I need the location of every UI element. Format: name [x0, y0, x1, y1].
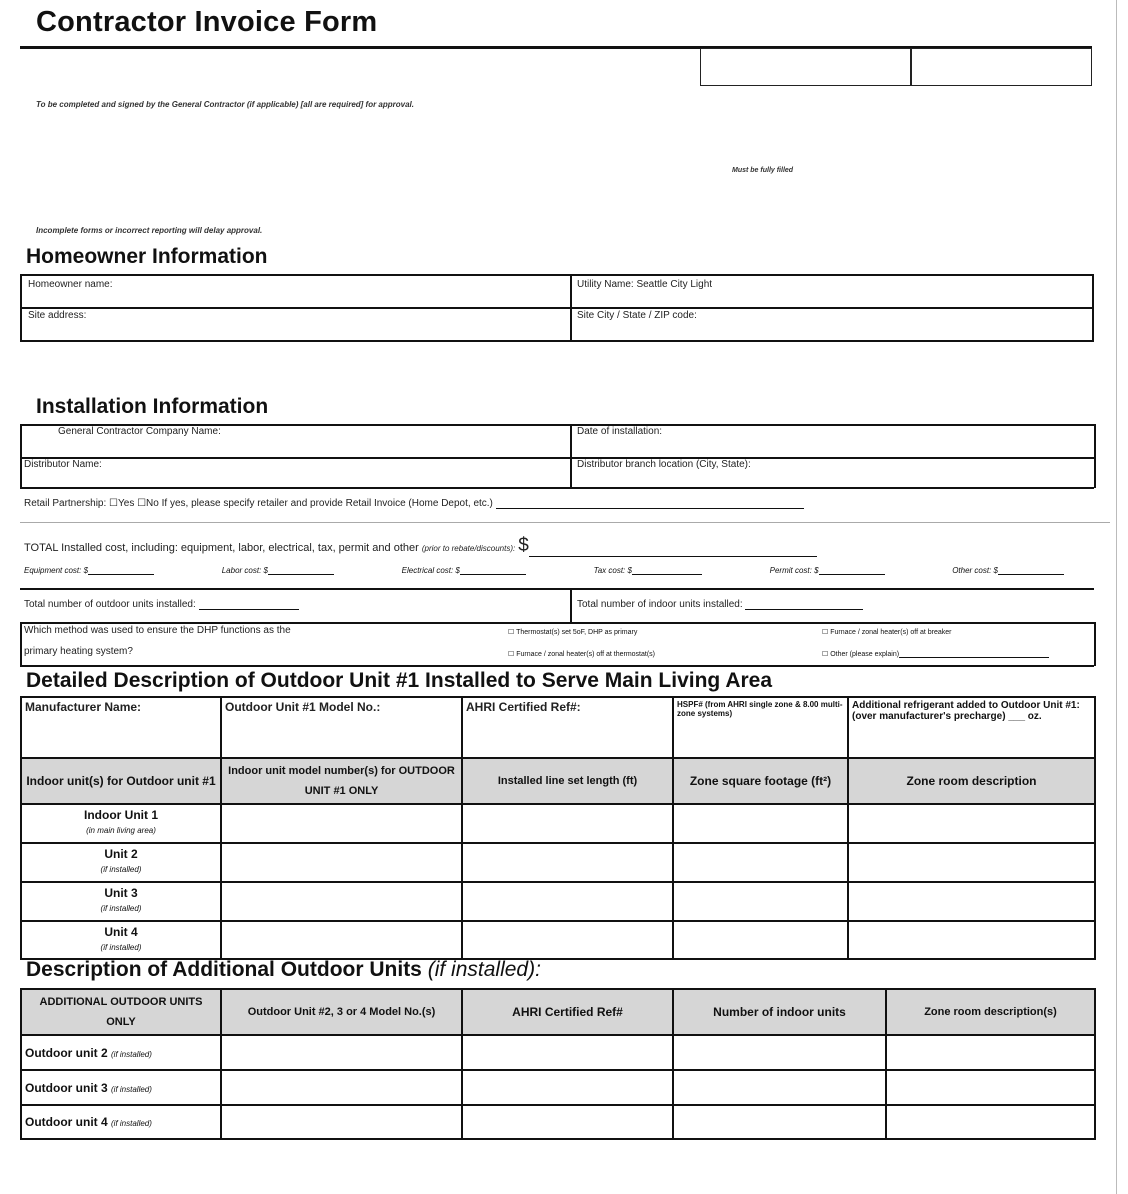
- row-label: [21, 921, 221, 959]
- tax-cost-blank[interactable]: [632, 574, 702, 575]
- cell-input[interactable]: [848, 804, 1095, 843]
- col-additional-model: Outdoor Unit #2, 3 or 4 Model No.(s): [221, 989, 462, 1035]
- indoor-units-field[interactable]: [577, 599, 863, 610]
- unit1-heading: Detailed Description of Outdoor Unit #1 Installed to Serve Main Living Area: [26, 669, 773, 692]
- indoor-units-label: Total number of indoor units installed:: [577, 599, 743, 610]
- inst-line-2: [20, 457, 1094, 459]
- cell-input[interactable]: [221, 1070, 462, 1105]
- small-note: Must be fully filled: [732, 167, 794, 174]
- dollar-sign: $: [518, 535, 529, 556]
- units-line-top: [20, 588, 1094, 590]
- row-label-sub: (if installed): [111, 1084, 152, 1094]
- equipment-cost-label: Equipment cost: $: [24, 566, 89, 575]
- distributor-branch-field[interactable]: Distributor branch location (City, State):: [577, 459, 751, 470]
- outdoor-units-blank[interactable]: [199, 609, 299, 610]
- row-label-text: Unit 2: [104, 847, 138, 861]
- homeowner-heading: Homeowner Information: [26, 245, 268, 268]
- row-label: [21, 1105, 221, 1139]
- row-label-text: Unit 4: [104, 925, 138, 939]
- tax-cost-field[interactable]: [594, 566, 702, 575]
- indoor-units-blank[interactable]: [745, 609, 863, 610]
- additional-header-row: [21, 989, 1095, 1035]
- cell-input[interactable]: [886, 1070, 1095, 1105]
- cell-input[interactable]: [462, 1105, 673, 1139]
- row-label: [21, 882, 221, 921]
- installation-heading: Installation Information: [36, 395, 269, 418]
- row-label: [21, 1035, 221, 1070]
- cell-input[interactable]: [673, 882, 848, 921]
- retail-divider: [20, 522, 1110, 523]
- additional-heading: [26, 958, 541, 982]
- method-vline-left: [20, 622, 22, 666]
- cell-input[interactable]: [221, 804, 462, 843]
- method-vline-right: [1094, 622, 1096, 666]
- cell-input[interactable]: [221, 1035, 462, 1070]
- cell-input[interactable]: [848, 921, 1095, 959]
- cell-input[interactable]: [462, 921, 673, 959]
- method-question-line1: Which method was used to ensure the DHP functions as the: [24, 625, 291, 636]
- method-option-4-label: ☐ Other (please explain): [822, 651, 900, 658]
- inst-vline-right: [1094, 424, 1096, 488]
- col-additional-indoor-count: Number of indoor units: [673, 989, 886, 1035]
- ahri-ref-field[interactable]: AHRI Certified Ref#:: [462, 697, 673, 758]
- units-line-bottom: [20, 622, 1094, 624]
- homeowner-vdivider: [570, 274, 572, 342]
- row-label-sub: (if installed): [111, 1049, 152, 1059]
- total-cost-label: TOTAL Installed cost, including: equipment, labor, electrical, tax, permit and other: [24, 542, 419, 554]
- site-city-field[interactable]: Site City / State / ZIP code:: [577, 310, 697, 321]
- other-cost-blank[interactable]: [998, 574, 1064, 575]
- permit-cost-field[interactable]: [770, 566, 885, 575]
- row-label: [21, 1070, 221, 1105]
- additional-heading-note: (if installed):: [427, 958, 541, 981]
- total-cost-blank[interactable]: [529, 556, 817, 557]
- additional-table: [20, 988, 1096, 1140]
- cell-input[interactable]: [673, 843, 848, 882]
- permit-cost-blank[interactable]: [819, 574, 885, 575]
- cell-input[interactable]: [673, 1105, 886, 1139]
- cell-input[interactable]: [673, 921, 848, 959]
- method-option-3[interactable]: ☐ Furnace / zonal heater(s) off at thermostat(s): [508, 651, 655, 658]
- row-label: [21, 804, 221, 843]
- cell-input[interactable]: [462, 804, 673, 843]
- cell-input[interactable]: [462, 882, 673, 921]
- cell-input[interactable]: [886, 1105, 1095, 1139]
- row-label-text: Unit 3: [104, 886, 138, 900]
- inst-vline-mid: [570, 424, 572, 488]
- page-title: Contractor Invoice Form: [36, 6, 378, 38]
- site-address-field[interactable]: Site address:: [28, 310, 87, 321]
- cell-input[interactable]: [673, 1035, 886, 1070]
- cell-input[interactable]: [848, 843, 1095, 882]
- other-cost-field[interactable]: [952, 566, 1064, 575]
- method-line-bottom: [20, 665, 1094, 667]
- row-label-sub: (if installed): [100, 943, 142, 952]
- cell-input[interactable]: [462, 1035, 673, 1070]
- cell-input[interactable]: [221, 843, 462, 882]
- labor-cost-blank[interactable]: [268, 574, 334, 575]
- gc-company-field[interactable]: General Contractor Company Name:: [58, 426, 221, 437]
- unit1-top-row: [21, 697, 1095, 758]
- cost-breakdown-row: [24, 566, 1064, 575]
- table-row: [21, 1105, 1095, 1139]
- table-row: [21, 1070, 1095, 1105]
- table-row: [21, 843, 1095, 882]
- unit1-table: [20, 696, 1096, 960]
- refrigerant-field[interactable]: Additional refrigerant added to Outdoor Unit #1: (over manufacturer's precharge) ___ oz.: [848, 697, 1095, 758]
- homeowner-name-field[interactable]: Homeowner name:: [28, 279, 113, 290]
- labor-cost-label: Labor cost: $: [221, 566, 268, 575]
- header-box-2[interactable]: [910, 48, 1092, 86]
- hspf-field[interactable]: HSPF# (from AHRI single zone & 8.00 multi-zone systems): [673, 697, 848, 758]
- unit1-header-row: [21, 758, 1095, 804]
- row-label-text: Outdoor unit 2: [25, 1045, 108, 1060]
- method-question-line2: primary heating system?: [24, 646, 133, 657]
- tax-cost-label: Tax cost: $: [593, 566, 632, 575]
- row-label-text: Outdoor unit 4: [25, 1115, 108, 1129]
- homeowner-divider: [20, 307, 1094, 309]
- retail-partnership-field[interactable]: [24, 498, 804, 509]
- col-zone-description: Zone room description: [848, 758, 1095, 804]
- additional-heading-text: Description of Additional Outdoor Units: [26, 958, 422, 981]
- method-option-1[interactable]: ☐ Thermostat(s) set 5oF, DHP as primary: [508, 629, 638, 636]
- cell-input[interactable]: [462, 1070, 673, 1105]
- row-label-sub: (if installed): [100, 904, 142, 913]
- cell-input[interactable]: [221, 1105, 462, 1139]
- row-label: [21, 843, 221, 882]
- labor-cost-field[interactable]: [222, 566, 334, 575]
- method-option-2[interactable]: ☐ Furnace / zonal heater(s) off at breaker: [822, 629, 952, 636]
- unit1-model-field[interactable]: Outdoor Unit #1 Model No.:: [221, 697, 462, 758]
- outdoor-units-field[interactable]: [24, 599, 299, 610]
- total-cost-field[interactable]: [24, 535, 817, 557]
- table-row: [21, 804, 1095, 843]
- cell-input[interactable]: [673, 1070, 886, 1105]
- method-option-4[interactable]: [822, 650, 1049, 658]
- total-cost-note: (prior to rebate/discounts):: [421, 544, 516, 553]
- col-additional-zone: Zone room description(s): [886, 989, 1095, 1035]
- cell-input[interactable]: [673, 804, 848, 843]
- cell-input[interactable]: [221, 882, 462, 921]
- col-indoor-units: Indoor unit(s) for Outdoor unit #1: [21, 758, 221, 804]
- col-additional-units: ADDITIONAL OUTDOOR UNITS ONLY: [21, 989, 221, 1035]
- permit-cost-label: Permit cost: $: [769, 566, 819, 575]
- equipment-cost-field[interactable]: [24, 566, 154, 575]
- header-note: To be completed and signed by the General Contractor (if applicable) [all are required] for approval.: [36, 100, 414, 109]
- electrical-cost-label: Electrical cost: $: [401, 566, 460, 575]
- table-row: [21, 921, 1095, 959]
- cell-input[interactable]: [848, 882, 1095, 921]
- table-row: [21, 1035, 1095, 1070]
- cell-input[interactable]: [886, 1035, 1095, 1070]
- method-other-blank[interactable]: [899, 657, 1049, 658]
- row-label-sub: (if installed): [111, 1119, 152, 1128]
- retail-blank[interactable]: [496, 508, 804, 509]
- row-label-text: Outdoor unit 3: [25, 1080, 108, 1095]
- install-date-field[interactable]: Date of installation:: [577, 426, 663, 437]
- manufacturer-field[interactable]: Manufacturer Name:: [21, 697, 221, 758]
- table-row: [21, 882, 1095, 921]
- row-label-text: Indoor Unit 1: [84, 808, 158, 822]
- cell-input[interactable]: [462, 843, 673, 882]
- col-zone-sqft: Zone square footage (ft²): [673, 758, 848, 804]
- retail-partnership-label: Retail Partnership: ☐Yes ☐No If yes, please specify retailer and provide Retail Invoice (Home Depot, etc.): [24, 498, 493, 509]
- other-cost-label: Other cost: $: [952, 566, 998, 575]
- electrical-cost-blank[interactable]: [460, 574, 526, 575]
- units-vline: [570, 588, 572, 622]
- col-line-set: Installed line set length (ft): [462, 758, 673, 804]
- page-edge: [1116, 0, 1117, 1194]
- electrical-cost-field[interactable]: [402, 566, 526, 575]
- col-indoor-model: Indoor unit model number(s) for OUTDOOR UNIT #1 ONLY: [221, 758, 462, 804]
- inst-vline-left: [20, 424, 22, 488]
- utility-name-field[interactable]: Utility Name: Seattle City Light: [577, 279, 713, 290]
- header-box-1[interactable]: [700, 48, 912, 86]
- row-label-sub: (if installed): [100, 865, 142, 874]
- distributor-name-field[interactable]: Distributor Name:: [24, 459, 102, 470]
- warning-note: Incomplete forms or incorrect reporting will delay approval.: [36, 226, 263, 235]
- outdoor-units-label: Total number of outdoor units installed:: [24, 599, 196, 610]
- inst-line-3: [20, 487, 1094, 489]
- row-label-sub: (in main living area): [86, 826, 156, 835]
- col-additional-ahri: AHRI Certified Ref#: [462, 989, 673, 1035]
- cell-input[interactable]: [221, 921, 462, 959]
- equipment-cost-blank[interactable]: [88, 574, 154, 575]
